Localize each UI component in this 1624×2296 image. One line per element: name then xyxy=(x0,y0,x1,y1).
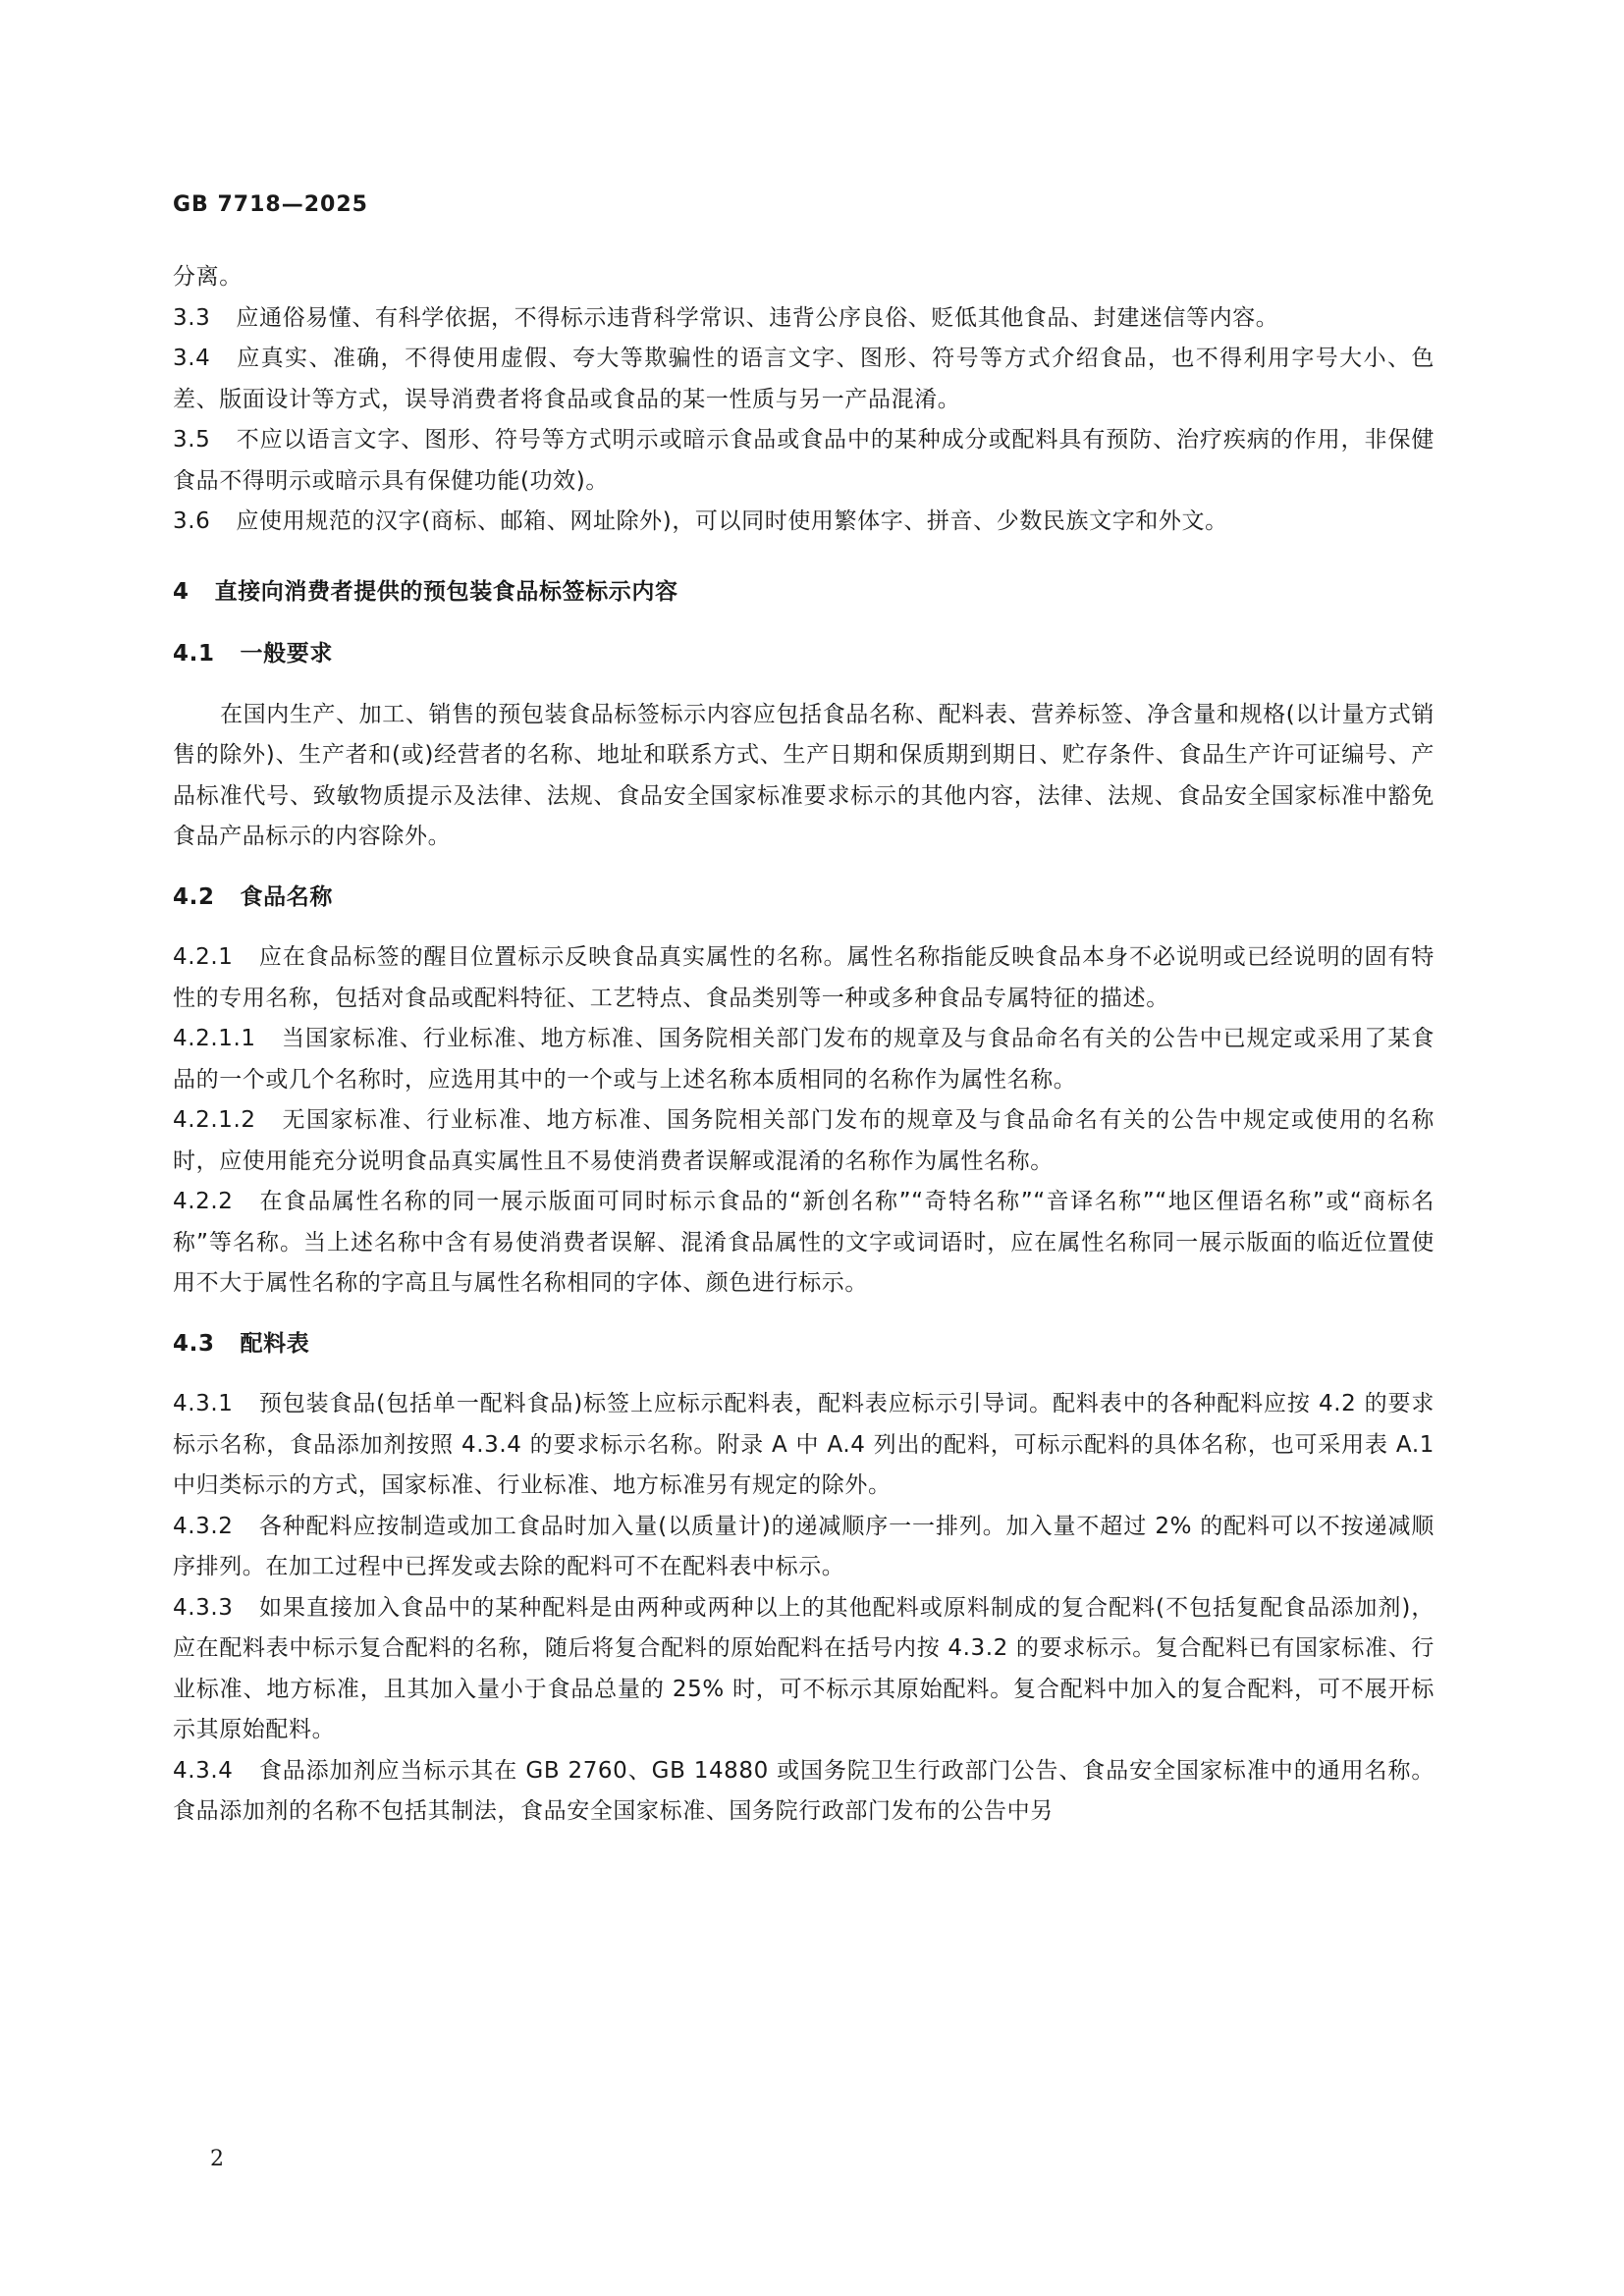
clause-number: 3.3 xyxy=(173,304,211,331)
paragraph xyxy=(173,695,1435,858)
section-number: 4 xyxy=(173,578,189,605)
clause-4-2-1-2 xyxy=(173,1100,1435,1182)
clause-number: 4.2.1 xyxy=(173,944,234,970)
clause-3-4 xyxy=(173,339,1435,420)
clause-number: 4.2.2 xyxy=(173,1189,234,1214)
clause-text: 应真实、准确，不得使用虚假、夸大等欺骗性的语言文字、图形、符号等方式介绍食品，也不得利用字号大小、色差、版面设计等方式，误导消费者将食品或食品的某一性质与另一产品混淆。 xyxy=(173,346,1435,412)
clause-text: 应在食品标签的醒目位置标示反映食品真实属性的名称。属性名称指能反映食品本身不必说明或已经说明的固有特性的专用名称，包括对食品或配料特征、工艺特点、食品类别等一种或多种食品专属特征的描述。 xyxy=(173,944,1435,1011)
page-number: 2 xyxy=(210,2147,224,2171)
clause-4-3-1 xyxy=(173,1384,1435,1507)
clause-4-3-3 xyxy=(173,1588,1435,1751)
clause-number: 4.3.2 xyxy=(173,1513,234,1539)
subsection-number: 4.2 xyxy=(173,883,215,910)
clause-text: 预包装食品(包括单一配料食品)标签上应标示配料表，配料表应标示引导词。配料表中的各种配料应按 4.2 的要求标示名称，食品添加剂按照 4.3.4 的要求标示名称。附录 A 中 A.4 列出的配料，可标示配料的具体名称，也可采用表 A.1 中归类标示的方式，国家标准、行业标准、地方标准另有规定的除外。 xyxy=(173,1391,1435,1498)
clause-4-2-1-1 xyxy=(173,1019,1435,1100)
clause-text: 应使用规范的汉字(商标、邮箱、网址除外)，可以同时使用繁体字、拼音、少数民族文字和外文。 xyxy=(236,508,1228,534)
clause-3-3 xyxy=(173,298,1435,340)
paragraph xyxy=(173,257,1435,298)
section-heading-4 xyxy=(173,572,1435,614)
clause-number: 3.5 xyxy=(173,427,211,453)
clause-text: 食品添加剂应当标示其在 GB 2760、GB 14880 或国务院卫生行政部门公告、食品安全国家标准中的通用名称。食品添加剂的名称不包括其制法，食品安全国家标准、国务院行政部门发布的公告中另 xyxy=(173,1757,1435,1824)
clause-3-6 xyxy=(173,502,1435,543)
clause-4-3-2 xyxy=(173,1507,1435,1588)
subsection-title: 食品名称 xyxy=(240,883,333,910)
clause-number: 3.6 xyxy=(173,508,211,534)
subsection-title: 一般要求 xyxy=(240,641,333,667)
clause-4-3-4 xyxy=(173,1751,1435,1833)
clause-number: 4.2.1.1 xyxy=(173,1026,256,1051)
clause-number: 4.2.1.2 xyxy=(173,1107,256,1133)
subsection-number: 4.1 xyxy=(173,641,215,667)
clause-number: 3.4 xyxy=(173,346,211,371)
clause-text: 应通俗易懂、有科学依据，不得标示违背科学常识、违背公序良俗、贬低其他食品、封建迷信等内容。 xyxy=(236,304,1279,331)
subsection-number: 4.3 xyxy=(173,1330,215,1357)
section-title: 直接向消费者提供的预包装食品标签标示内容 xyxy=(214,578,678,605)
clause-4-2-1 xyxy=(173,937,1435,1019)
subsection-heading-4-3 xyxy=(173,1324,1435,1365)
subsection-heading-4-1 xyxy=(173,634,1435,675)
clause-text: 在食品属性名称的同一展示版面可同时标示食品的“新创名称”“奇特名称”“音译名称”“地区俚语名称”或“商标名称”等名称。当上述名称中含有易使消费者误解、混淆食品属性的文字或词语时，应在属性名称同一展示版面的临近位置使用不大于属性名称的字高且与属性名称相同的字体、颜色进行标示。 xyxy=(173,1189,1435,1296)
paragraph-text: 分离。 xyxy=(173,264,243,290)
paragraph-text: 在国内生产、加工、销售的预包装食品标签标示内容应包括食品名称、配料表、营养标签、净含量和规格(以计量方式销售的除外)、生产者和(或)经营者的名称、地址和联系方式、生产日期和保质期到期日、贮存条件、食品生产许可证编号、产品标准代号、致敏物质提示及法律、法规、食品安全国家标准要求标示的其他内容，法律、法规、食品安全国家标准中豁免食品产品标示的内容除外。 xyxy=(173,701,1435,849)
subsection-heading-4-2 xyxy=(173,878,1435,919)
document-body xyxy=(173,257,1435,1833)
subsection-title: 配料表 xyxy=(240,1330,310,1357)
clause-3-5 xyxy=(173,420,1435,502)
document-id: GB 7718—2025 xyxy=(173,192,368,217)
clause-text: 当国家标准、行业标准、地方标准、国务院相关部门发布的规章及与食品命名有关的公告中已规定或采用了某食品的一个或几个名称时，应选用其中的一个或与上述名称本质相同的名称作为属性名称。 xyxy=(173,1026,1435,1093)
clause-text: 各种配料应按制造或加工食品时加入量(以质量计)的递减顺序一一排列。加入量不超过 2% 的配料可以不按递减顺序排列。在加工过程中已挥发或去除的配料可不在配料表中标示。 xyxy=(173,1513,1435,1579)
clause-text: 不应以语言文字、图形、符号等方式明示或暗示食品或食品中的某种成分或配料具有预防、治疗疾病的作用，非保健食品不得明示或暗示具有保健功能(功效)。 xyxy=(173,427,1435,494)
clause-4-2-2 xyxy=(173,1182,1435,1305)
clause-number: 4.3.3 xyxy=(173,1594,234,1621)
clause-text: 无国家标准、行业标准、地方标准、国务院相关部门发布的规章及与食品命名有关的公告中规定或使用的名称时，应使用能充分说明食品真实属性且不易使消费者误解或混淆的名称作为属性名称。 xyxy=(173,1107,1435,1174)
clause-number: 4.3.4 xyxy=(173,1757,234,1784)
clause-text: 如果直接加入食品中的某种配料是由两种或两种以上的其他配料或原料制成的复合配料(不包括复配食品添加剂)，应在配料表中标示复合配料的名称，随后将复合配料的原始配料在括号内按 4.3.2 的要求标示。复合配料已有国家标准、行业标准、地方标准，且其加入量小于食品总量的 25% 时，可不标示其原始配料。复合配料中加入的复合配料，可不展开标示其原始配料。 xyxy=(173,1594,1435,1742)
clause-number: 4.3.1 xyxy=(173,1391,234,1416)
